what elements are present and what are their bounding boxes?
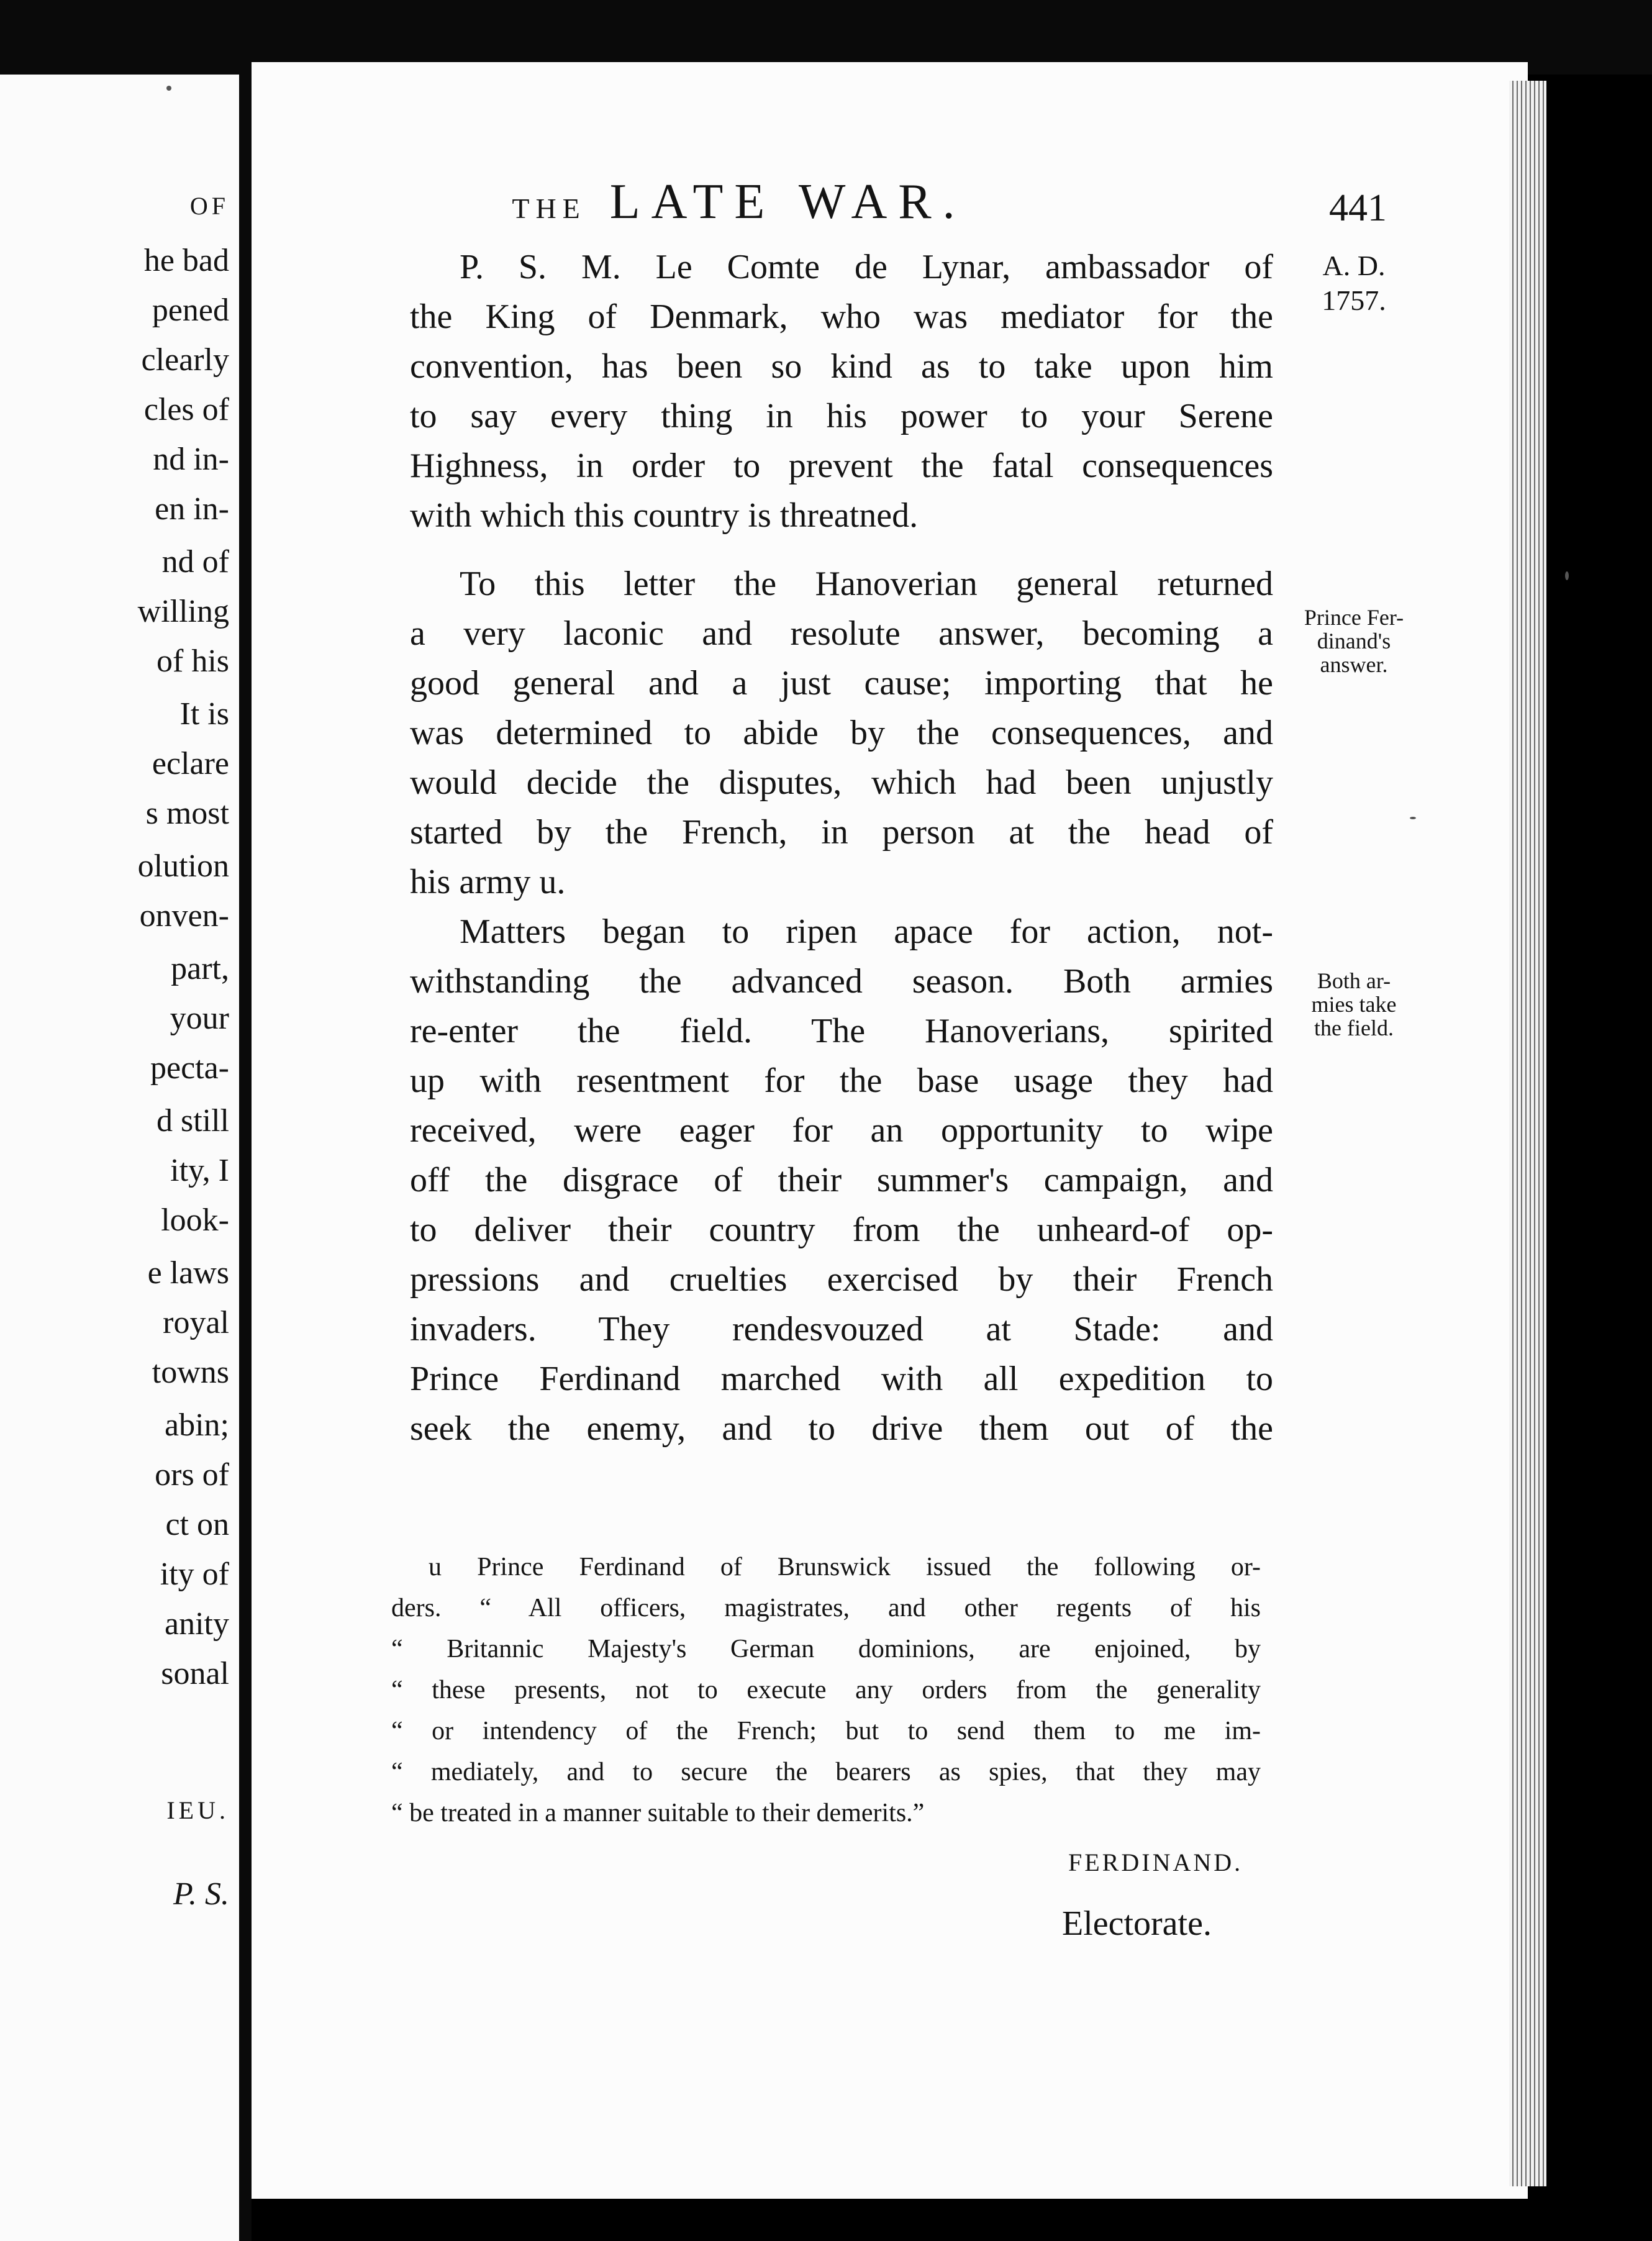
footnote-signature: FERDINAND. — [1068, 1848, 1243, 1876]
left-page-line: nd of — [161, 544, 229, 580]
left-page-line: cles of — [143, 392, 229, 427]
running-head-article: THE — [512, 193, 586, 224]
text-line: to say every thing in his power to your Serene — [410, 397, 1273, 435]
page-number: 441 — [1329, 187, 1387, 229]
footnote — [391, 1547, 1261, 1834]
footnote-line: u Prince Ferdinand of Brunswick issued the following or- — [429, 1553, 1261, 1581]
text-line: P. S. M. Le Comte de Lynar, ambassador of — [460, 248, 1273, 286]
margin-note-line: 1757. — [1322, 284, 1386, 316]
margin-note-line: Prince Fer- — [1304, 605, 1404, 630]
left-page-line: It is — [179, 696, 229, 732]
text-line: convention, has been so kind as to take upon him — [410, 347, 1273, 386]
left-page-line: pecta- — [150, 1050, 229, 1086]
catchword: Electorate. — [1062, 1904, 1212, 1943]
left-page-line: abin; — [165, 1407, 229, 1443]
scan-speck — [166, 86, 171, 91]
left-page-line: e laws — [147, 1255, 229, 1291]
text-line: received, were eager for an opportunity to wipe — [410, 1111, 1273, 1150]
paragraph-postscript — [410, 242, 1273, 540]
left-page-line: OF — [189, 192, 229, 220]
left-page-line: s most — [145, 796, 229, 831]
left-page-line: he bad — [143, 243, 229, 278]
text-line: a very laconic and resolute answer, becoming a — [410, 614, 1273, 653]
left-page-line: look- — [161, 1202, 229, 1238]
left-page-line: sonal — [161, 1656, 229, 1691]
gutter — [239, 75, 252, 2241]
text-line: up with resentment for the base usage they had — [410, 1061, 1273, 1100]
margin-note-line: Both ar- — [1317, 968, 1391, 993]
text-line: was determined to abide by the consequences, and — [410, 714, 1273, 752]
running-head-title-block — [342, 174, 1137, 237]
left-page-line: ity, I — [170, 1153, 229, 1188]
footnote-line: ders. “ All officers, magistrates, and other regents of his — [391, 1594, 1261, 1622]
text-line: with which this country is threatned. — [410, 496, 919, 535]
left-page-line: d still — [156, 1103, 229, 1139]
text-line: Highness, in order to prevent the fatal consequences — [410, 447, 1273, 485]
left-page-line: part, — [171, 951, 229, 986]
left-page-line: P. S. — [173, 1876, 229, 1912]
running-head-title: LATE WAR. — [609, 175, 966, 229]
left-page-line: ity of — [160, 1557, 229, 1592]
paragraph-field — [410, 907, 1273, 1453]
left-page-line: IEU. — [166, 1796, 229, 1824]
text-line: off the disgrace of their summer's campaign, and — [410, 1161, 1273, 1199]
left-page-line: en in- — [155, 491, 229, 527]
text-line: seek the enemy, and to drive them out of the — [410, 1409, 1273, 1448]
left-page-line: of his — [157, 643, 229, 679]
footnote-line: “ be treated in a manner suitable to their demerits.” — [391, 1799, 925, 1827]
margin-note-date — [1279, 248, 1428, 318]
footnote-line: “ these presents, not to execute any orders from the generality — [391, 1676, 1261, 1704]
text-line: started by the French, in person at the head of — [410, 813, 1273, 852]
text-line: his army u. — [410, 863, 566, 901]
text-line: withstanding the advanced season. Both armies — [410, 962, 1273, 1001]
text-line: the King of Denmark, who was mediator for the — [410, 298, 1273, 336]
left-page-line: clearly — [141, 342, 229, 378]
text-line: Matters began to ripen apace for action, not- — [460, 912, 1273, 951]
footnote-line: “ Britannic Majesty's German dominions, are enjoined, by — [391, 1635, 1261, 1663]
left-page-line: pened — [152, 293, 229, 328]
left-page-line: olution — [137, 848, 229, 884]
text-line: Prince Ferdinand marched with all expedition to — [410, 1360, 1273, 1398]
left-page-fragment — [0, 75, 239, 2241]
text-line: would decide the disputes, which had been unjustly — [410, 763, 1273, 802]
left-page-line: nd in- — [153, 442, 229, 477]
margin-note-line: mies take — [1311, 992, 1397, 1017]
left-page-line: onven- — [139, 898, 229, 934]
body-text — [410, 242, 1273, 1453]
left-page-line: royal — [163, 1305, 229, 1340]
scan-speck — [1410, 817, 1416, 819]
left-page-line: eclare — [152, 746, 229, 781]
margin-note-line: the field. — [1314, 1016, 1394, 1040]
margin-note-line: dinand's — [1317, 629, 1391, 653]
text-line: good general and a just cause; importing that he — [410, 664, 1273, 702]
footnote-line: “ mediately, and to secure the bearers as spies, that they may — [391, 1758, 1261, 1786]
left-page-line: your — [170, 1001, 229, 1036]
text-line: re-enter the field. The Hanoverians, spirited — [410, 1012, 1273, 1050]
text-line: To this letter the Hanoverian general returned — [460, 565, 1273, 603]
page-edge — [1509, 81, 1546, 2186]
text-line: to deliver their country from the unheard-of op- — [410, 1211, 1273, 1249]
left-page-line: willing — [137, 594, 229, 629]
left-page-line: towns — [152, 1355, 229, 1390]
left-page-line: anity — [165, 1606, 229, 1642]
running-head — [342, 124, 1387, 236]
left-page-line: ct on — [165, 1507, 229, 1542]
paragraph-answer — [410, 559, 1273, 907]
margin-note-line: A. D. — [1322, 250, 1386, 281]
left-page-line: ors of — [155, 1457, 229, 1493]
text-line: pressions and cruelties exercised by their French — [410, 1260, 1273, 1299]
footnote-line: “ or intendency of the French; but to send them to me im- — [391, 1717, 1261, 1745]
margin-note-line: answer. — [1320, 652, 1388, 677]
text-line: invaders. They rendesvouzed at Stade: and — [410, 1310, 1273, 1348]
margin-note-armies — [1279, 969, 1428, 1040]
margin-note-prince-answer — [1279, 606, 1428, 676]
scan-speck — [1565, 571, 1569, 580]
